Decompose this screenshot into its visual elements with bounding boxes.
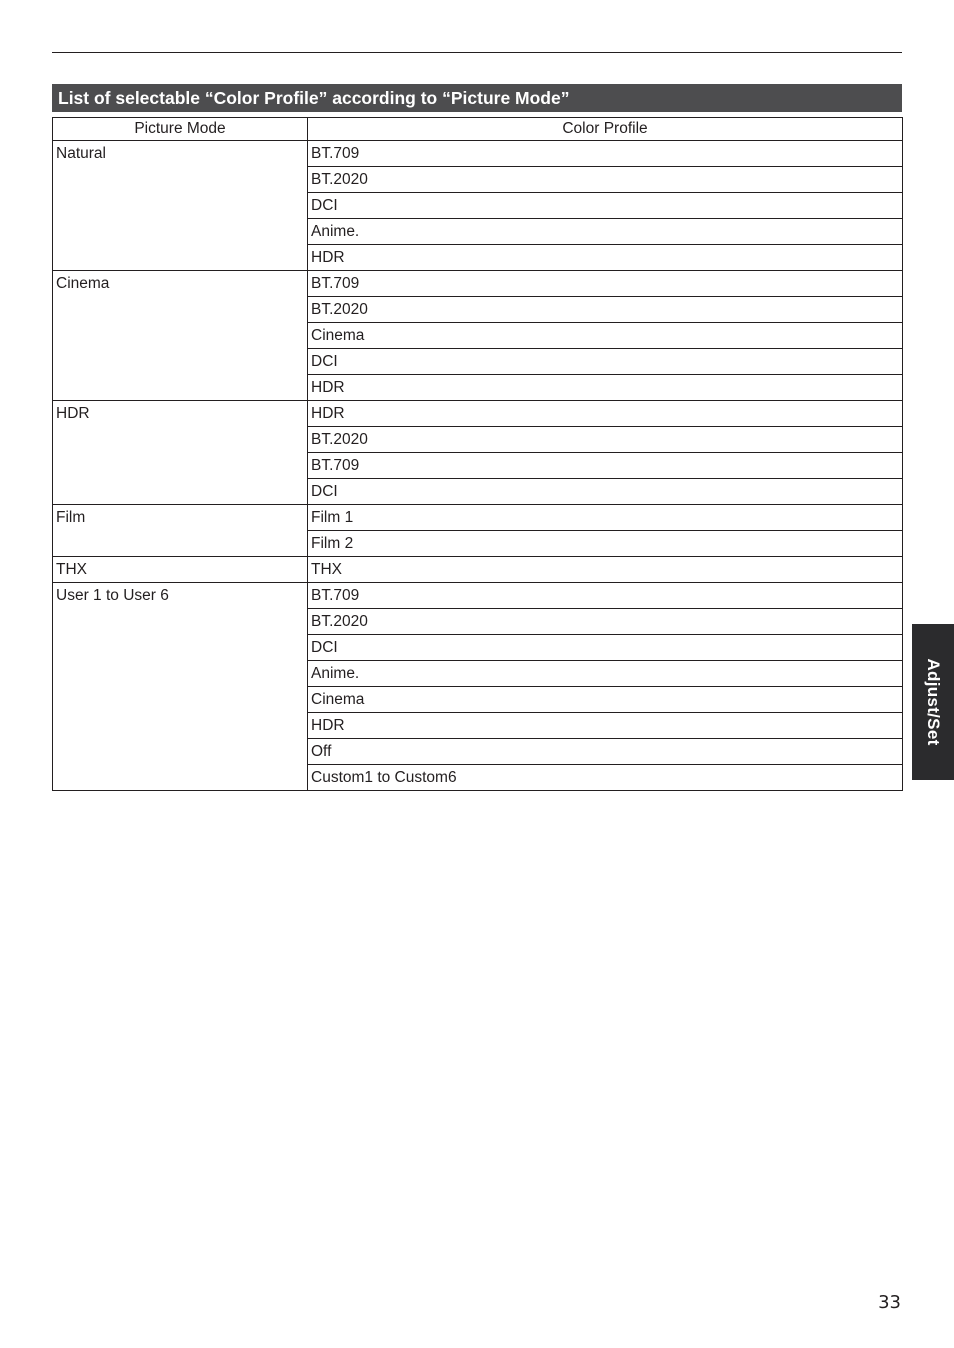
table-row <box>53 401 903 427</box>
color-profile-cell: Film 2 <box>308 531 903 557</box>
picture-mode-cell: Natural <box>53 141 308 271</box>
section-side-tab <box>912 624 954 780</box>
color-profile-cell: BT.2020 <box>308 167 903 193</box>
picture-mode-cell: THX <box>53 557 308 583</box>
color-profile-cell: DCI <box>308 635 903 661</box>
color-profile-cell: Anime. <box>308 661 903 687</box>
color-profile-cell: BT.709 <box>308 141 903 167</box>
color-profile-cell: DCI <box>308 349 903 375</box>
picture-mode-cell: Film <box>53 505 308 557</box>
color-profile-cell: BT.2020 <box>308 427 903 453</box>
color-profile-cell: HDR <box>308 245 903 271</box>
picture-mode-cell: User 1 to User 6 <box>53 583 308 791</box>
side-tab-label: Adjust/Set <box>924 658 943 746</box>
top-rule <box>52 52 902 53</box>
color-profile-cell: THX <box>308 557 903 583</box>
table-row <box>53 271 903 297</box>
color-profile-cell: Film 1 <box>308 505 903 531</box>
color-profile-cell: HDR <box>308 375 903 401</box>
color-profile-cell: BT.709 <box>308 583 903 609</box>
picture-mode-cell: HDR <box>53 401 308 505</box>
color-profile-cell: Custom1 to Custom6 <box>308 765 903 791</box>
color-profile-cell: Off <box>308 739 903 765</box>
color-profile-cell: DCI <box>308 193 903 219</box>
color-profile-cell: BT.709 <box>308 271 903 297</box>
table-header-row <box>53 118 903 141</box>
column-header-color-profile: Color Profile <box>308 118 903 141</box>
page-number: 33 <box>878 1292 901 1313</box>
color-profile-cell: Anime. <box>308 219 903 245</box>
color-profile-cell: HDR <box>308 401 903 427</box>
table-row <box>53 583 903 609</box>
picture-mode-cell: Cinema <box>53 271 308 401</box>
table-row <box>53 505 903 531</box>
section-heading: List of selectable “Color Profile” according to “Picture Mode” <box>52 84 902 112</box>
color-profile-cell: BT.2020 <box>308 297 903 323</box>
color-profile-cell: HDR <box>308 713 903 739</box>
table-row <box>53 557 903 583</box>
color-profile-cell: Cinema <box>308 323 903 349</box>
color-profile-cell: Cinema <box>308 687 903 713</box>
color-profile-table <box>52 117 903 791</box>
color-profile-cell: DCI <box>308 479 903 505</box>
color-profile-cell: BT.709 <box>308 453 903 479</box>
column-header-picture-mode: Picture Mode <box>53 118 308 141</box>
color-profile-cell: BT.2020 <box>308 609 903 635</box>
table-row <box>53 141 903 167</box>
